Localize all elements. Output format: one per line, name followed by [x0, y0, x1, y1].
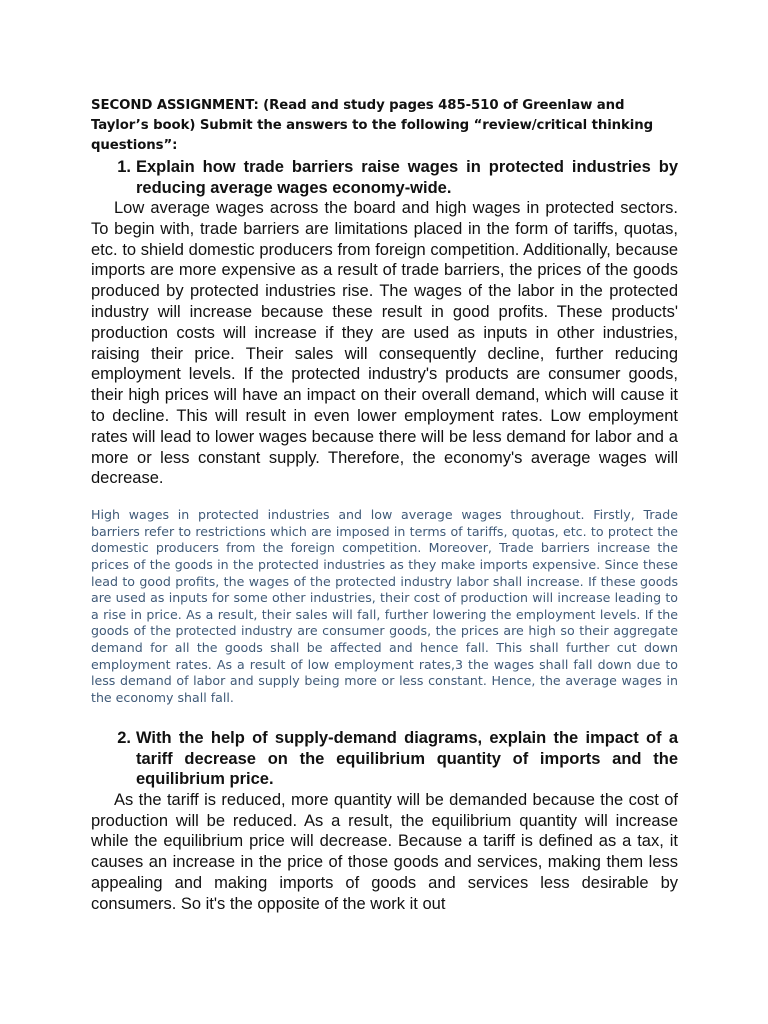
question-1 — [91, 157, 678, 198]
question-1-answer: Low average wages across the board and high wages in protected sectors. To begin with, trade barriers are limitations placed in the form of tariffs, quotas, etc. to shield domestic producers from foreign competition. Additionally, because imports are more expensive as a result of trade barriers, the prices of the goods produced by protected industries rise. The wages of the labor in the protected industry will increase because these result in good profits. These products' production costs will increase if they are used as inputs in other industries, raising their price. Their sales will consequently decline, further reducing employment levels. If the protected industry's products are consumer goods, their high prices will have an impact on their overall demand, which will cause it to decline. This will result in even lower employment rates. Low employment rates will lead to lower wages because there will be less demand for labor and a more or less constant supply. Therefore, the economy's average wages will decrease. — [91, 199, 678, 488]
question-2-answer: As the tariff is reduced, more quantity will be demanded because the cost of production will be reduced. As a result, the equilibrium quantity will increase while the equilibrium price will decrease. Because a tariff is defined as a tax, it causes an increase in the price of those goods and services, making them less appealing and making imports of goods and services less desirable by consumers. So it's the opposite of the work it out — [91, 790, 678, 913]
question-1-original-answer: High wages in protected industries and low average wages throughout. Firstly, Trade barriers refer to restrictions which are imposed in terms of tariffs, quotas, etc. to protect the domestic producers from the foreign competition. Moreover, Trade barriers increase the prices of the goods in the protected industries as they make imports expensive. Since these lead to good profits, the wages of the protected industry labor shall increase. If these goods are used as inputs for some other industries, their cost of production will increase leading to a rise in price. As a result, their sales will fall, further lowering the employment levels. If the goods of the protected industry are consumer goods, the prices are high so their aggregate demand for all the goods shall be affected and hence fall. This shall further cut down employment rates. As a result of low employment rates,3 the wages shall fall down due to less demand of labor and supply being more or less constant. Hence, the average wages in the economy shall fall. — [91, 507, 678, 705]
document-page — [91, 96, 678, 915]
assignment-heading: SECOND ASSIGNMENT: (Read and study pages 485-510 of Greenlaw and Taylor’s book) Submit the answers to the following “review/critical thinking questions”: — [91, 98, 654, 153]
question-2 — [91, 728, 678, 790]
question-2-number: 2. — [117, 729, 131, 748]
question-1-number: 1. — [117, 158, 131, 176]
question-1-text: Explain how trade barriers raise wages in protected industries by reducing average wages economy-wide. — [136, 158, 678, 197]
question-2-text: With the help of supply-demand diagrams, explain the impact of a tariff decrease on the equilibrium quantity of imports and the equilibrium price. — [136, 729, 678, 789]
